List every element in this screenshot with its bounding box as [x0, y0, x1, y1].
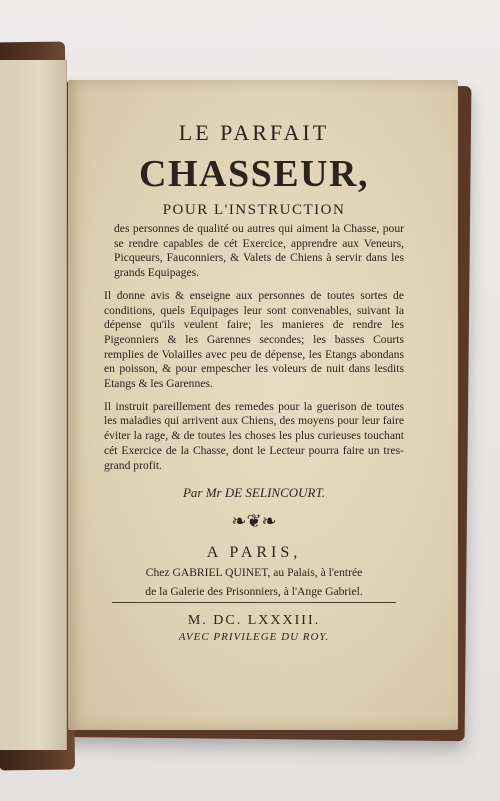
imprint-rule — [112, 602, 396, 603]
title-line-2: CHASSEUR, — [139, 153, 369, 195]
flyleaf-page — [0, 60, 67, 750]
title-line-1: LE PARFAIT — [178, 120, 330, 145]
title-line-3: POUR L'INSTRUCTION — [162, 202, 346, 218]
publication-place: A PARIS, — [206, 544, 302, 562]
ornament-icon: ❧❦❧ — [231, 511, 277, 532]
imprint-line-1: Chez GABRIEL QUINET, au Palais, à l'entrée — [145, 566, 363, 580]
publication-date: M. DC. LXXXIII. — [187, 612, 321, 628]
description-paragraph-1: des personnes de qualité ou autres qui aiment la Chasse, pour se rendre capables de cét Exercice, apprendre aux Veneurs, Picqueurs, Fauconniers, & Valets de Chiens à servir dans les grands Equipages. — [114, 222, 404, 280]
royal-privilege: AVEC PRIVILEGE DU ROY. — [178, 630, 330, 643]
description-paragraph-3: Il instruit pareillement des remedes pour la guerison de toutes les maladies qui arrivent aux Chiens, des moyens pour leur faire éviter la rage, & de toutes les choses les plus curieuses touchant cét Exercice de la Chasse, dont le Lecteur pourra faire un tres-grand profit. — [104, 399, 404, 472]
description-paragraph-2: Il donne avis & enseigne aux personnes de toutes sortes de conditions, quels Equipages leur sont convenables, suivant la dépense qu'ils veulent faire; les manieres de rendre les Pigeonniers & les Garennes secondes; les basses Courts remplies de Volailles avec peu de dépense, les Etangs abondans en poisson, & pour empescher les voleurs de nuit dans lesdits Etangs & les Garennes. — [104, 288, 404, 391]
author-line: Par Mr DE SELINCOURT. — [182, 485, 326, 501]
imprint-line-2: de la Galerie des Prisonniers, à l'Ange Gabriel. — [145, 584, 363, 598]
title-page-text — [104, 116, 404, 643]
